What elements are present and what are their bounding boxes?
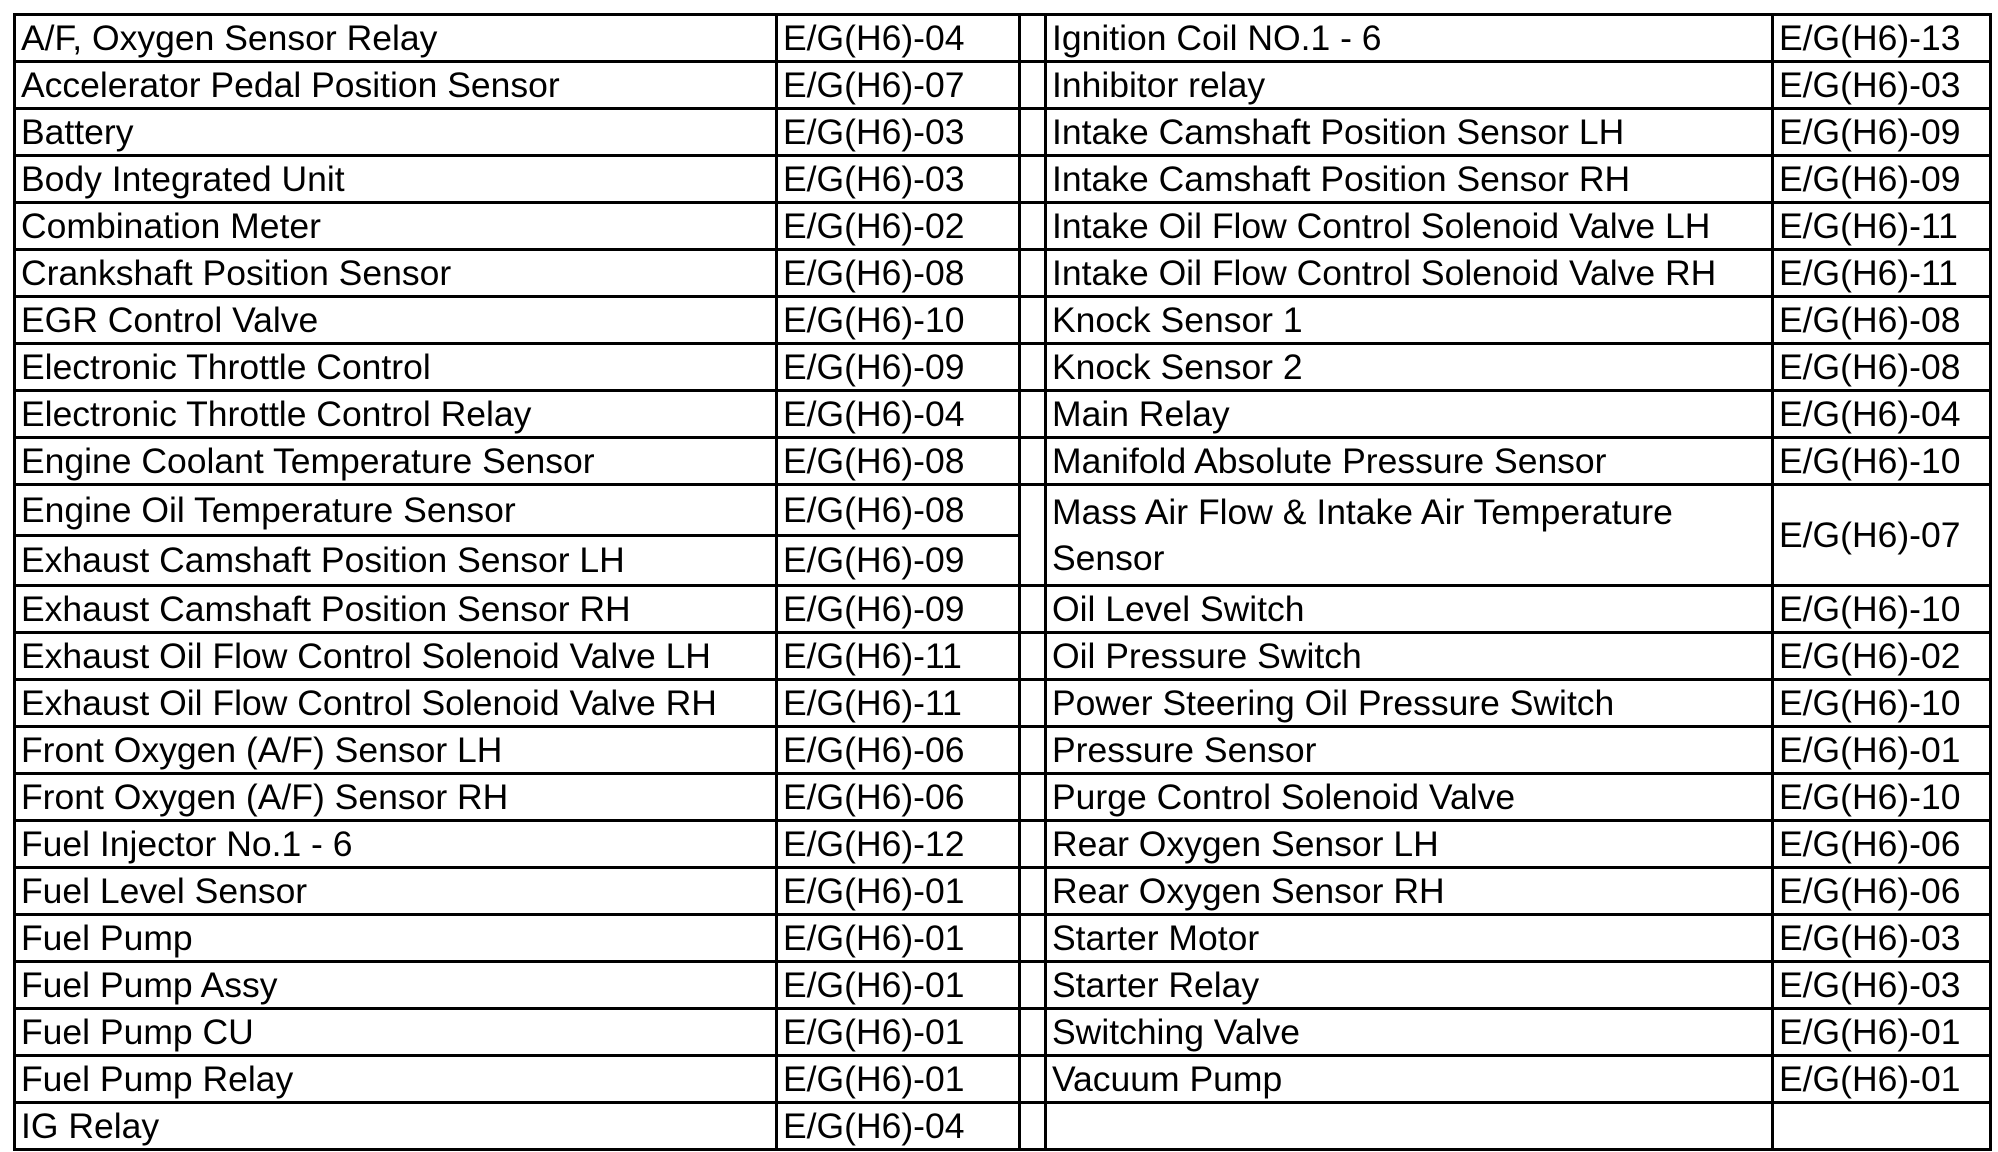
column-gap: [1020, 156, 1046, 203]
component-name-cell: Knock Sensor 2: [1046, 344, 1773, 391]
component-name-cell: IG Relay: [15, 1103, 777, 1150]
component-name-cell: Combination Meter: [15, 203, 777, 250]
column-gap: [1020, 438, 1046, 485]
column-gap: [1020, 15, 1046, 62]
connector-code-cell: E/G(H6)-09: [1773, 156, 1991, 203]
connector-code-cell: E/G(H6)-09: [777, 344, 1020, 391]
connector-code-cell: E/G(H6)-09: [777, 535, 1020, 586]
component-name-cell: Intake Oil Flow Control Solenoid Valve LH: [1046, 203, 1773, 250]
component-name-cell: Accelerator Pedal Position Sensor: [15, 62, 777, 109]
connector-code-cell: E/G(H6)-03: [1773, 962, 1991, 1009]
connector-code-cell: [1773, 1103, 1991, 1150]
component-name-cell: Exhaust Camshaft Position Sensor LH: [15, 535, 777, 586]
connector-code-cell: E/G(H6)-11: [777, 633, 1020, 680]
component-name-cell: Switching Valve: [1046, 1009, 1773, 1056]
component-name-cell: Mass Air Flow & Intake Air Temperature Sensor: [1046, 485, 1773, 586]
table-row: [15, 297, 1991, 344]
table-row: [15, 344, 1991, 391]
column-gap: [1020, 915, 1046, 962]
table-row: [15, 633, 1991, 680]
table-row: [15, 250, 1991, 297]
connector-code-cell: E/G(H6)-04: [777, 1103, 1020, 1150]
component-name-cell: Rear Oxygen Sensor LH: [1046, 821, 1773, 868]
column-gap: [1020, 1103, 1046, 1150]
connector-code-cell: E/G(H6)-11: [1773, 203, 1991, 250]
component-name-cell: Purge Control Solenoid Valve: [1046, 774, 1773, 821]
table-body: [15, 15, 1991, 1150]
connector-code-cell: E/G(H6)-01: [777, 1056, 1020, 1103]
table-row: [15, 821, 1991, 868]
column-gap: [1020, 680, 1046, 727]
component-name-cell: Front Oxygen (A/F) Sensor LH: [15, 727, 777, 774]
connector-code-cell: E/G(H6)-03: [1773, 62, 1991, 109]
component-name-cell: Engine Oil Temperature Sensor: [15, 485, 777, 536]
connector-code-cell: E/G(H6)-06: [777, 727, 1020, 774]
component-name-cell: Fuel Pump Assy: [15, 962, 777, 1009]
column-gap: [1020, 391, 1046, 438]
component-name-cell: EGR Control Valve: [15, 297, 777, 344]
component-name-cell: Electronic Throttle Control: [15, 344, 777, 391]
connector-code-cell: E/G(H6)-10: [1773, 680, 1991, 727]
column-gap: [1020, 774, 1046, 821]
table-row: [15, 962, 1991, 1009]
component-name-cell: Starter Relay: [1046, 962, 1773, 1009]
component-name-cell: Crankshaft Position Sensor: [15, 250, 777, 297]
component-name-cell: Starter Motor: [1046, 915, 1773, 962]
connector-code-cell: E/G(H6)-10: [1773, 774, 1991, 821]
table-row: [15, 438, 1991, 485]
component-name-cell: Body Integrated Unit: [15, 156, 777, 203]
column-gap: [1020, 1009, 1046, 1056]
column-gap: [1020, 1056, 1046, 1103]
column-gap: [1020, 727, 1046, 774]
column-gap: [1020, 633, 1046, 680]
component-name-cell: Intake Camshaft Position Sensor LH: [1046, 109, 1773, 156]
component-name-cell: Intake Camshaft Position Sensor RH: [1046, 156, 1773, 203]
table-row: [15, 727, 1991, 774]
column-gap: [1020, 203, 1046, 250]
connector-code-cell: E/G(H6)-07: [1773, 485, 1991, 586]
connector-code-cell: E/G(H6)-02: [1773, 633, 1991, 680]
connector-code-cell: E/G(H6)-06: [1773, 868, 1991, 915]
component-name-cell: Pressure Sensor: [1046, 727, 1773, 774]
connector-index-table: [13, 13, 1992, 1151]
component-name-cell: Knock Sensor 1: [1046, 297, 1773, 344]
column-gap: [1020, 586, 1046, 633]
connector-code-cell: E/G(H6)-07: [777, 62, 1020, 109]
column-gap: [1020, 962, 1046, 1009]
component-name-cell: Oil Level Switch: [1046, 586, 1773, 633]
connector-code-cell: E/G(H6)-09: [1773, 109, 1991, 156]
component-name-cell: Exhaust Oil Flow Control Solenoid Valve RH: [15, 680, 777, 727]
connector-code-cell: E/G(H6)-08: [777, 250, 1020, 297]
component-name-cell: Front Oxygen (A/F) Sensor RH: [15, 774, 777, 821]
component-name-cell: Exhaust Camshaft Position Sensor RH: [15, 586, 777, 633]
component-name-cell: Fuel Pump CU: [15, 1009, 777, 1056]
component-name-cell: Power Steering Oil Pressure Switch: [1046, 680, 1773, 727]
table-row: [15, 156, 1991, 203]
connector-code-cell: E/G(H6)-02: [777, 203, 1020, 250]
connector-code-cell: E/G(H6)-12: [777, 821, 1020, 868]
connector-code-cell: E/G(H6)-06: [777, 774, 1020, 821]
component-name-cell: Fuel Pump: [15, 915, 777, 962]
component-name-cell: Oil Pressure Switch: [1046, 633, 1773, 680]
column-gap: [1020, 485, 1046, 586]
connector-code-cell: E/G(H6)-10: [1773, 586, 1991, 633]
connector-code-cell: E/G(H6)-01: [777, 962, 1020, 1009]
connector-code-cell: E/G(H6)-10: [1773, 438, 1991, 485]
component-name-cell: Fuel Level Sensor: [15, 868, 777, 915]
component-name-cell: A/F, Oxygen Sensor Relay: [15, 15, 777, 62]
table-row: [15, 203, 1991, 250]
connector-code-cell: E/G(H6)-01: [1773, 727, 1991, 774]
connector-code-cell: E/G(H6)-01: [1773, 1009, 1991, 1056]
table-row: [15, 868, 1991, 915]
table-row: [15, 109, 1991, 156]
connector-code-cell: E/G(H6)-03: [1773, 915, 1991, 962]
column-gap: [1020, 344, 1046, 391]
connector-code-cell: E/G(H6)-08: [777, 485, 1020, 536]
connector-code-cell: E/G(H6)-09: [777, 586, 1020, 633]
component-name-cell: Fuel Pump Relay: [15, 1056, 777, 1103]
connector-code-cell: E/G(H6)-04: [1773, 391, 1991, 438]
column-gap: [1020, 821, 1046, 868]
table-row: [15, 1009, 1991, 1056]
component-name-cell: Exhaust Oil Flow Control Solenoid Valve LH: [15, 633, 777, 680]
connector-code-cell: E/G(H6)-01: [777, 915, 1020, 962]
connector-code-cell: E/G(H6)-08: [1773, 344, 1991, 391]
component-name-cell: Electronic Throttle Control Relay: [15, 391, 777, 438]
table-row: [15, 1056, 1991, 1103]
table-row: [15, 774, 1991, 821]
column-gap: [1020, 109, 1046, 156]
connector-code-cell: E/G(H6)-03: [777, 156, 1020, 203]
component-name-cell: [1046, 1103, 1773, 1150]
column-gap: [1020, 868, 1046, 915]
connector-code-cell: E/G(H6)-01: [1773, 1056, 1991, 1103]
table-row: [15, 915, 1991, 962]
connector-code-cell: E/G(H6)-06: [1773, 821, 1991, 868]
component-name-cell: Battery: [15, 109, 777, 156]
connector-code-cell: E/G(H6)-13: [1773, 15, 1991, 62]
table-row: [15, 485, 1991, 536]
table-row: [15, 586, 1991, 633]
component-name-cell: Ignition Coil NO.1 - 6: [1046, 15, 1773, 62]
connector-code-cell: E/G(H6)-11: [777, 680, 1020, 727]
component-name-cell: Manifold Absolute Pressure Sensor: [1046, 438, 1773, 485]
component-name-cell: Vacuum Pump: [1046, 1056, 1773, 1103]
connector-code-cell: E/G(H6)-08: [777, 438, 1020, 485]
component-name-cell: Inhibitor relay: [1046, 62, 1773, 109]
component-name-cell: Intake Oil Flow Control Solenoid Valve RH: [1046, 250, 1773, 297]
component-name-cell: Engine Coolant Temperature Sensor: [15, 438, 777, 485]
component-name-cell: Main Relay: [1046, 391, 1773, 438]
connector-code-cell: E/G(H6)-03: [777, 109, 1020, 156]
table-row: [15, 391, 1991, 438]
column-gap: [1020, 250, 1046, 297]
table-row: [15, 15, 1991, 62]
connector-code-cell: E/G(H6)-08: [1773, 297, 1991, 344]
connector-code-cell: E/G(H6)-11: [1773, 250, 1991, 297]
table-row: [15, 1103, 1991, 1150]
connector-code-cell: E/G(H6)-01: [777, 1009, 1020, 1056]
table-row: [15, 680, 1991, 727]
connector-code-cell: E/G(H6)-10: [777, 297, 1020, 344]
connector-code-cell: E/G(H6)-01: [777, 868, 1020, 915]
column-gap: [1020, 297, 1046, 344]
connector-code-cell: E/G(H6)-04: [777, 391, 1020, 438]
component-name-cell: Fuel Injector No.1 - 6: [15, 821, 777, 868]
connector-code-cell: E/G(H6)-04: [777, 15, 1020, 62]
table-row: [15, 62, 1991, 109]
component-name-cell: Rear Oxygen Sensor RH: [1046, 868, 1773, 915]
column-gap: [1020, 62, 1046, 109]
